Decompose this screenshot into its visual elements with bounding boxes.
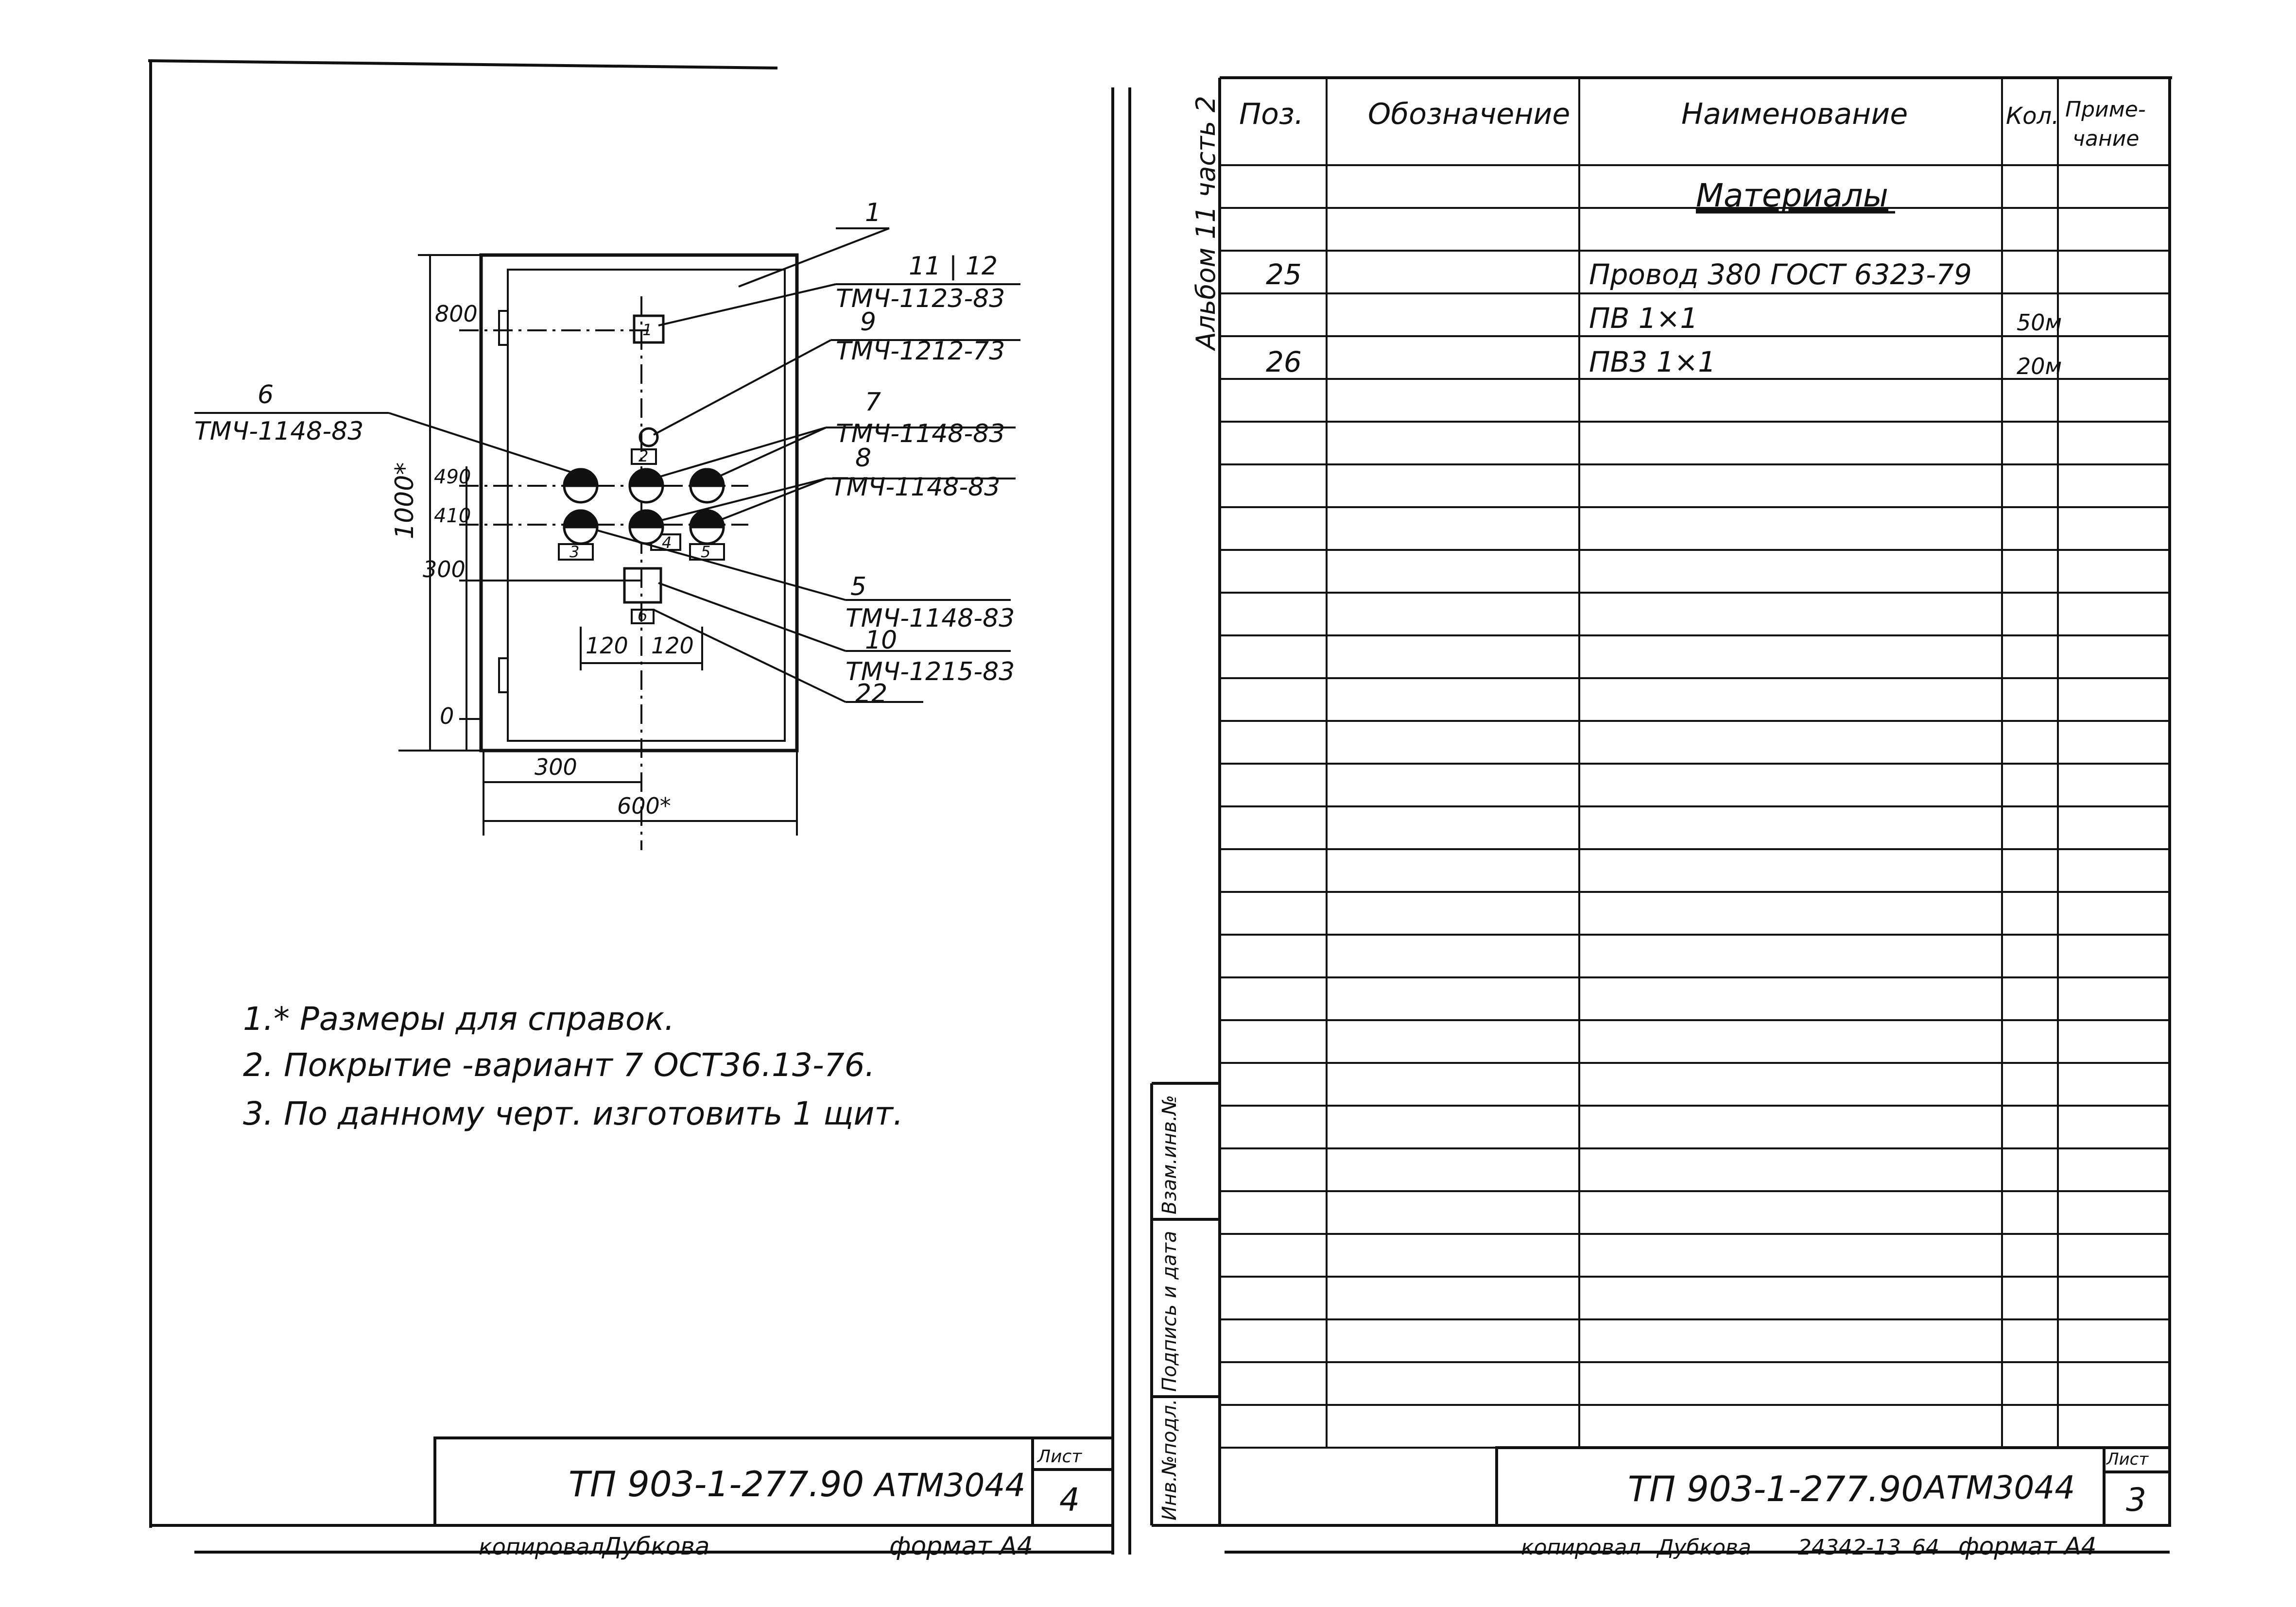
right-sheet-label: Лист [2106, 1450, 2149, 1469]
dim-800: 800 [435, 301, 478, 327]
meter-8b [630, 511, 663, 544]
callout-8: 8 [855, 444, 872, 473]
dim-410: 410 [434, 505, 471, 527]
row-26-name: ПВ3 1×1 [1589, 345, 1716, 378]
row-25-pos: 25 [1266, 258, 1302, 291]
callout-7: 7 [865, 388, 881, 417]
meter-7a [630, 469, 663, 502]
row-26-pos: 26 [1266, 345, 1302, 378]
note-1: 1.* Размеры для справок. [243, 1000, 675, 1038]
device-5 [624, 568, 661, 602]
dim-490: 490 [434, 466, 471, 488]
label-tmch-1212: ТМЧ-1212-73 [836, 337, 1005, 366]
left-format: формат А4 [889, 1532, 1033, 1561]
meter-6 [564, 469, 597, 502]
callout-5: 5 [850, 572, 867, 601]
callout-6: 6 [258, 380, 274, 410]
left-sheet-no: 4 [1059, 1481, 1080, 1519]
meter-8a [564, 511, 597, 544]
meter-8c [691, 511, 724, 544]
dim-1000: 1000* [390, 462, 419, 539]
tag-6: 6 [638, 606, 648, 625]
tag-5: 5 [701, 543, 711, 561]
note-2: 2. Покрытие -вариант 7 ОСТ36.13-76. [243, 1046, 875, 1084]
left-sheet-label: Лист [1037, 1447, 1082, 1467]
right-num: 64 [1912, 1535, 1939, 1560]
tag-4: 4 [662, 533, 672, 552]
note-3: 3. По данному черт. изготовить 1 щит. [243, 1095, 903, 1132]
stamp-inv: Инв.№подл. [1158, 1399, 1181, 1521]
right-copied: копировал [1521, 1535, 1641, 1560]
label-tmch-1148-7: ТМЧ-1148-83 [836, 419, 1005, 448]
header-note-2: чание [2072, 126, 2140, 151]
right-code: ТП 903-1-277.90 [1628, 1469, 1924, 1509]
row-25-name: Провод 380 ГОСТ 6323-79 [1589, 258, 1972, 291]
label-tmch-1215: ТМЧ-1215-83 [846, 657, 1015, 686]
header-note-1: Приме- [2065, 97, 2146, 122]
label-tmch-1148-8: ТМЧ-1148-83 [831, 473, 1001, 502]
label-tmch-1148-left: ТМЧ-1148-83 [194, 417, 364, 446]
row-pv1-name: ПВ 1×1 [1589, 302, 1698, 335]
panel-inner [508, 270, 785, 741]
meter-7b [691, 469, 724, 502]
left-signature: Дубкова [603, 1532, 710, 1560]
callout-1: 1 [865, 198, 881, 227]
tag-3: 3 [570, 543, 580, 561]
callout-9: 9 [860, 308, 877, 337]
header-pos: Поз. [1239, 97, 1304, 131]
left-doc: АТМ3044 [875, 1467, 1026, 1504]
label-tmch-1148-5: ТМЧ-1148-83 [846, 604, 1015, 633]
label-tmch-1123: ТМЧ-1123-83 [836, 284, 1005, 313]
row-pv1-qty: 50м [2017, 309, 2062, 336]
dim-300v: 300 [423, 556, 466, 582]
callout-11-12: 11 | 12 [909, 252, 998, 281]
row-26-qty: 20м [2017, 353, 2062, 379]
right-doc: АТМ3044 [1924, 1469, 2075, 1506]
left-frame-top [148, 61, 777, 68]
callout-10: 10 [865, 626, 898, 655]
album-label: Альбом 11 часть 2 [1191, 96, 1221, 350]
header-qty: Кол. [2006, 103, 2059, 130]
tag-2: 2 [639, 447, 649, 465]
stamp-signature-date: Подпись и дата [1158, 1231, 1181, 1392]
dim-0: 0 [440, 703, 454, 729]
left-copied: копировал [479, 1534, 604, 1560]
dim-120a: 120 [586, 633, 628, 659]
header-designation: Обозначение [1368, 97, 1571, 131]
header-name: Наименование [1681, 97, 1908, 131]
callout-22: 22 [855, 679, 888, 708]
device-9 [640, 428, 657, 446]
stamp-replaced: Взам.инв.№ [1158, 1094, 1181, 1214]
tag-1: 1 [642, 321, 653, 339]
dim-600: 600* [617, 793, 671, 819]
right-sheet-no: 3 [2126, 1481, 2146, 1519]
right-signature: Дубкова [1657, 1535, 1751, 1560]
right-format: формат А4 [1958, 1532, 2097, 1560]
dim-120b: 120 [651, 633, 694, 659]
dim-300h: 300 [535, 754, 577, 780]
left-code: ТП 903-1-277.90 [569, 1464, 864, 1504]
section-materials: Материалы [1696, 177, 1888, 214]
right-order: 24342-13 [1798, 1535, 1901, 1560]
